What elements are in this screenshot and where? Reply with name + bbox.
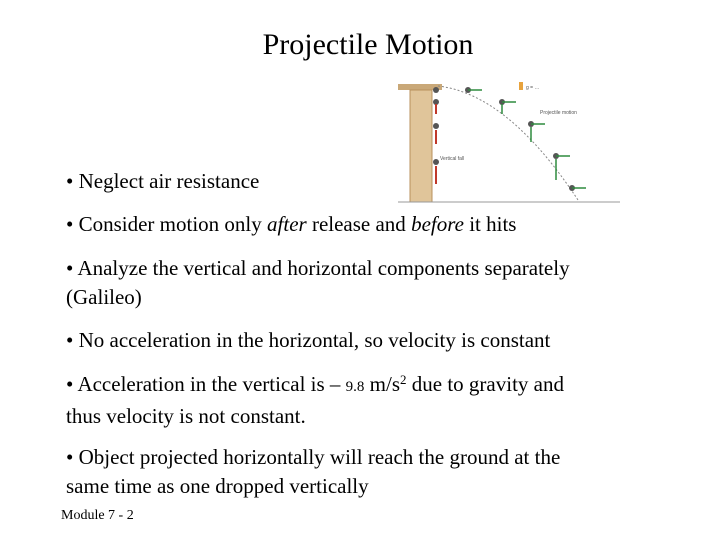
- bullet-6-line2: same time as one dropped vertically: [66, 474, 369, 498]
- gravity-value: 9.8: [345, 379, 365, 395]
- bullet-3-line1: • Analyze the vertical and horizontal components separately: [66, 256, 570, 280]
- bullet-6: [66, 443, 666, 501]
- legend-swatch: [519, 82, 523, 90]
- gravity-unit-exponent: 2: [400, 372, 407, 387]
- bullet-5: [66, 370, 666, 431]
- bullet-2: [66, 210, 666, 239]
- bullet-4: [66, 326, 666, 355]
- bullet-2-pre: • Consider motion only: [66, 212, 268, 236]
- slide-title: Projectile Motion: [262, 28, 474, 61]
- gravity-unit: m/s: [364, 372, 401, 396]
- bullet-2-post: it hits: [463, 212, 517, 236]
- bullet-5-line2: thus velocity is not constant.: [66, 404, 306, 428]
- bullet-3-line2: (Galileo): [66, 285, 142, 309]
- bullet-5-post: due to gravity and: [406, 372, 564, 396]
- bullet-5-line1: [66, 370, 666, 402]
- bullet-6-line1: • Object projected horizontally will reach the ground at the: [66, 445, 561, 469]
- legend-label: g = …: [526, 85, 540, 91]
- vertical-fall-label: Vertical fall: [440, 156, 465, 162]
- bullet-3: [66, 254, 666, 312]
- projectile-label: Projectile motion: [540, 110, 577, 116]
- bullet-2-mid: release and: [306, 212, 412, 236]
- bullet-5-pre: • Acceleration in the vertical is –: [66, 372, 346, 396]
- bullet-2-em-before: before: [411, 212, 464, 236]
- bullet-1-text: • Neglect air resistance: [66, 169, 260, 193]
- bullet-4-text: • No acceleration in the horizontal, so velocity is constant: [66, 328, 551, 352]
- bullet-1: [66, 167, 666, 196]
- bullet-2-em-after: after: [267, 212, 307, 236]
- slide-footer: Module 7 - 2: [61, 508, 134, 523]
